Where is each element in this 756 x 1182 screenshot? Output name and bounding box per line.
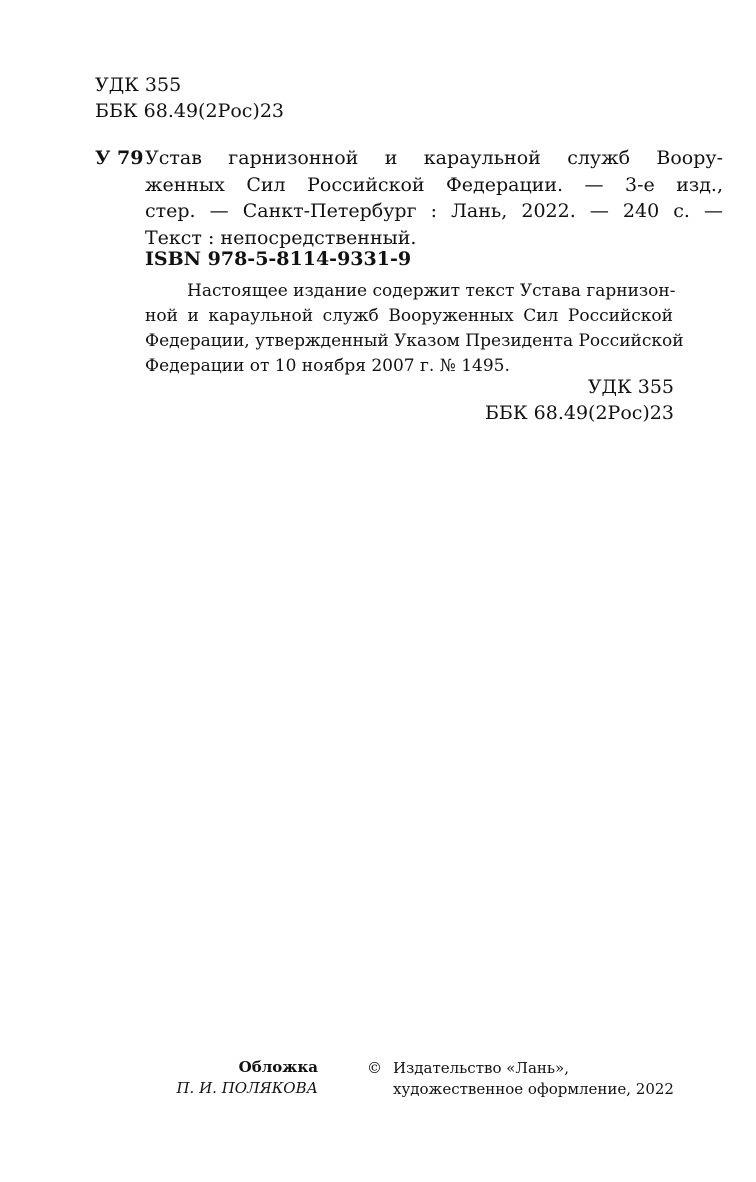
bibliographic-line: Текст : непосредственный. <box>145 226 417 249</box>
cover-credit <box>176 1057 318 1099</box>
udk-code: УДК 355 <box>95 74 182 96</box>
cover-label: Обложка <box>238 1058 318 1076</box>
classification-codes-bottom <box>485 374 674 426</box>
annotation <box>145 279 684 379</box>
copyright-text <box>393 1058 674 1100</box>
isbn: ISBN 978-5-8114-9331-9 <box>145 248 412 270</box>
annotation-line: Федерации от 10 ноября 2007 г. № 1495. <box>145 356 510 376</box>
classification-codes-top <box>95 72 284 124</box>
author-sign: У 79 <box>95 147 144 169</box>
annotation-line: Настоящее издание содержит текст Устава гарнизон- <box>187 281 676 301</box>
annotation-line: Федерации, утвержденный Указом Президента Российской <box>145 331 684 351</box>
bibliographic-description <box>145 145 723 251</box>
copyright-symbol: © <box>367 1059 382 1077</box>
udk-code: УДК 355 <box>587 376 674 398</box>
bbk-code: ББК 68.49(2Рос)23 <box>484 402 674 424</box>
cover-artist: П. И. ПОЛЯКОВА <box>176 1079 318 1097</box>
copyright-line: Издательство «Лань», <box>393 1059 570 1077</box>
annotation-line: ной и караульной служб Вооруженных Сил Российской <box>145 306 673 326</box>
bibliographic-line: стер. — Санкт-Петербург : Лань, 2022. — 240 с. — <box>145 200 723 222</box>
bbk-code: ББК 68.49(2Рос)23 <box>95 100 285 122</box>
bibliographic-line: женных Сил Российской Федерации. — 3-е изд., <box>145 173 723 196</box>
copyright-line: художественное оформление, 2022 <box>393 1080 674 1098</box>
bibliographic-line: Устав гарнизонной и караульной служб Воору- <box>145 147 723 169</box>
